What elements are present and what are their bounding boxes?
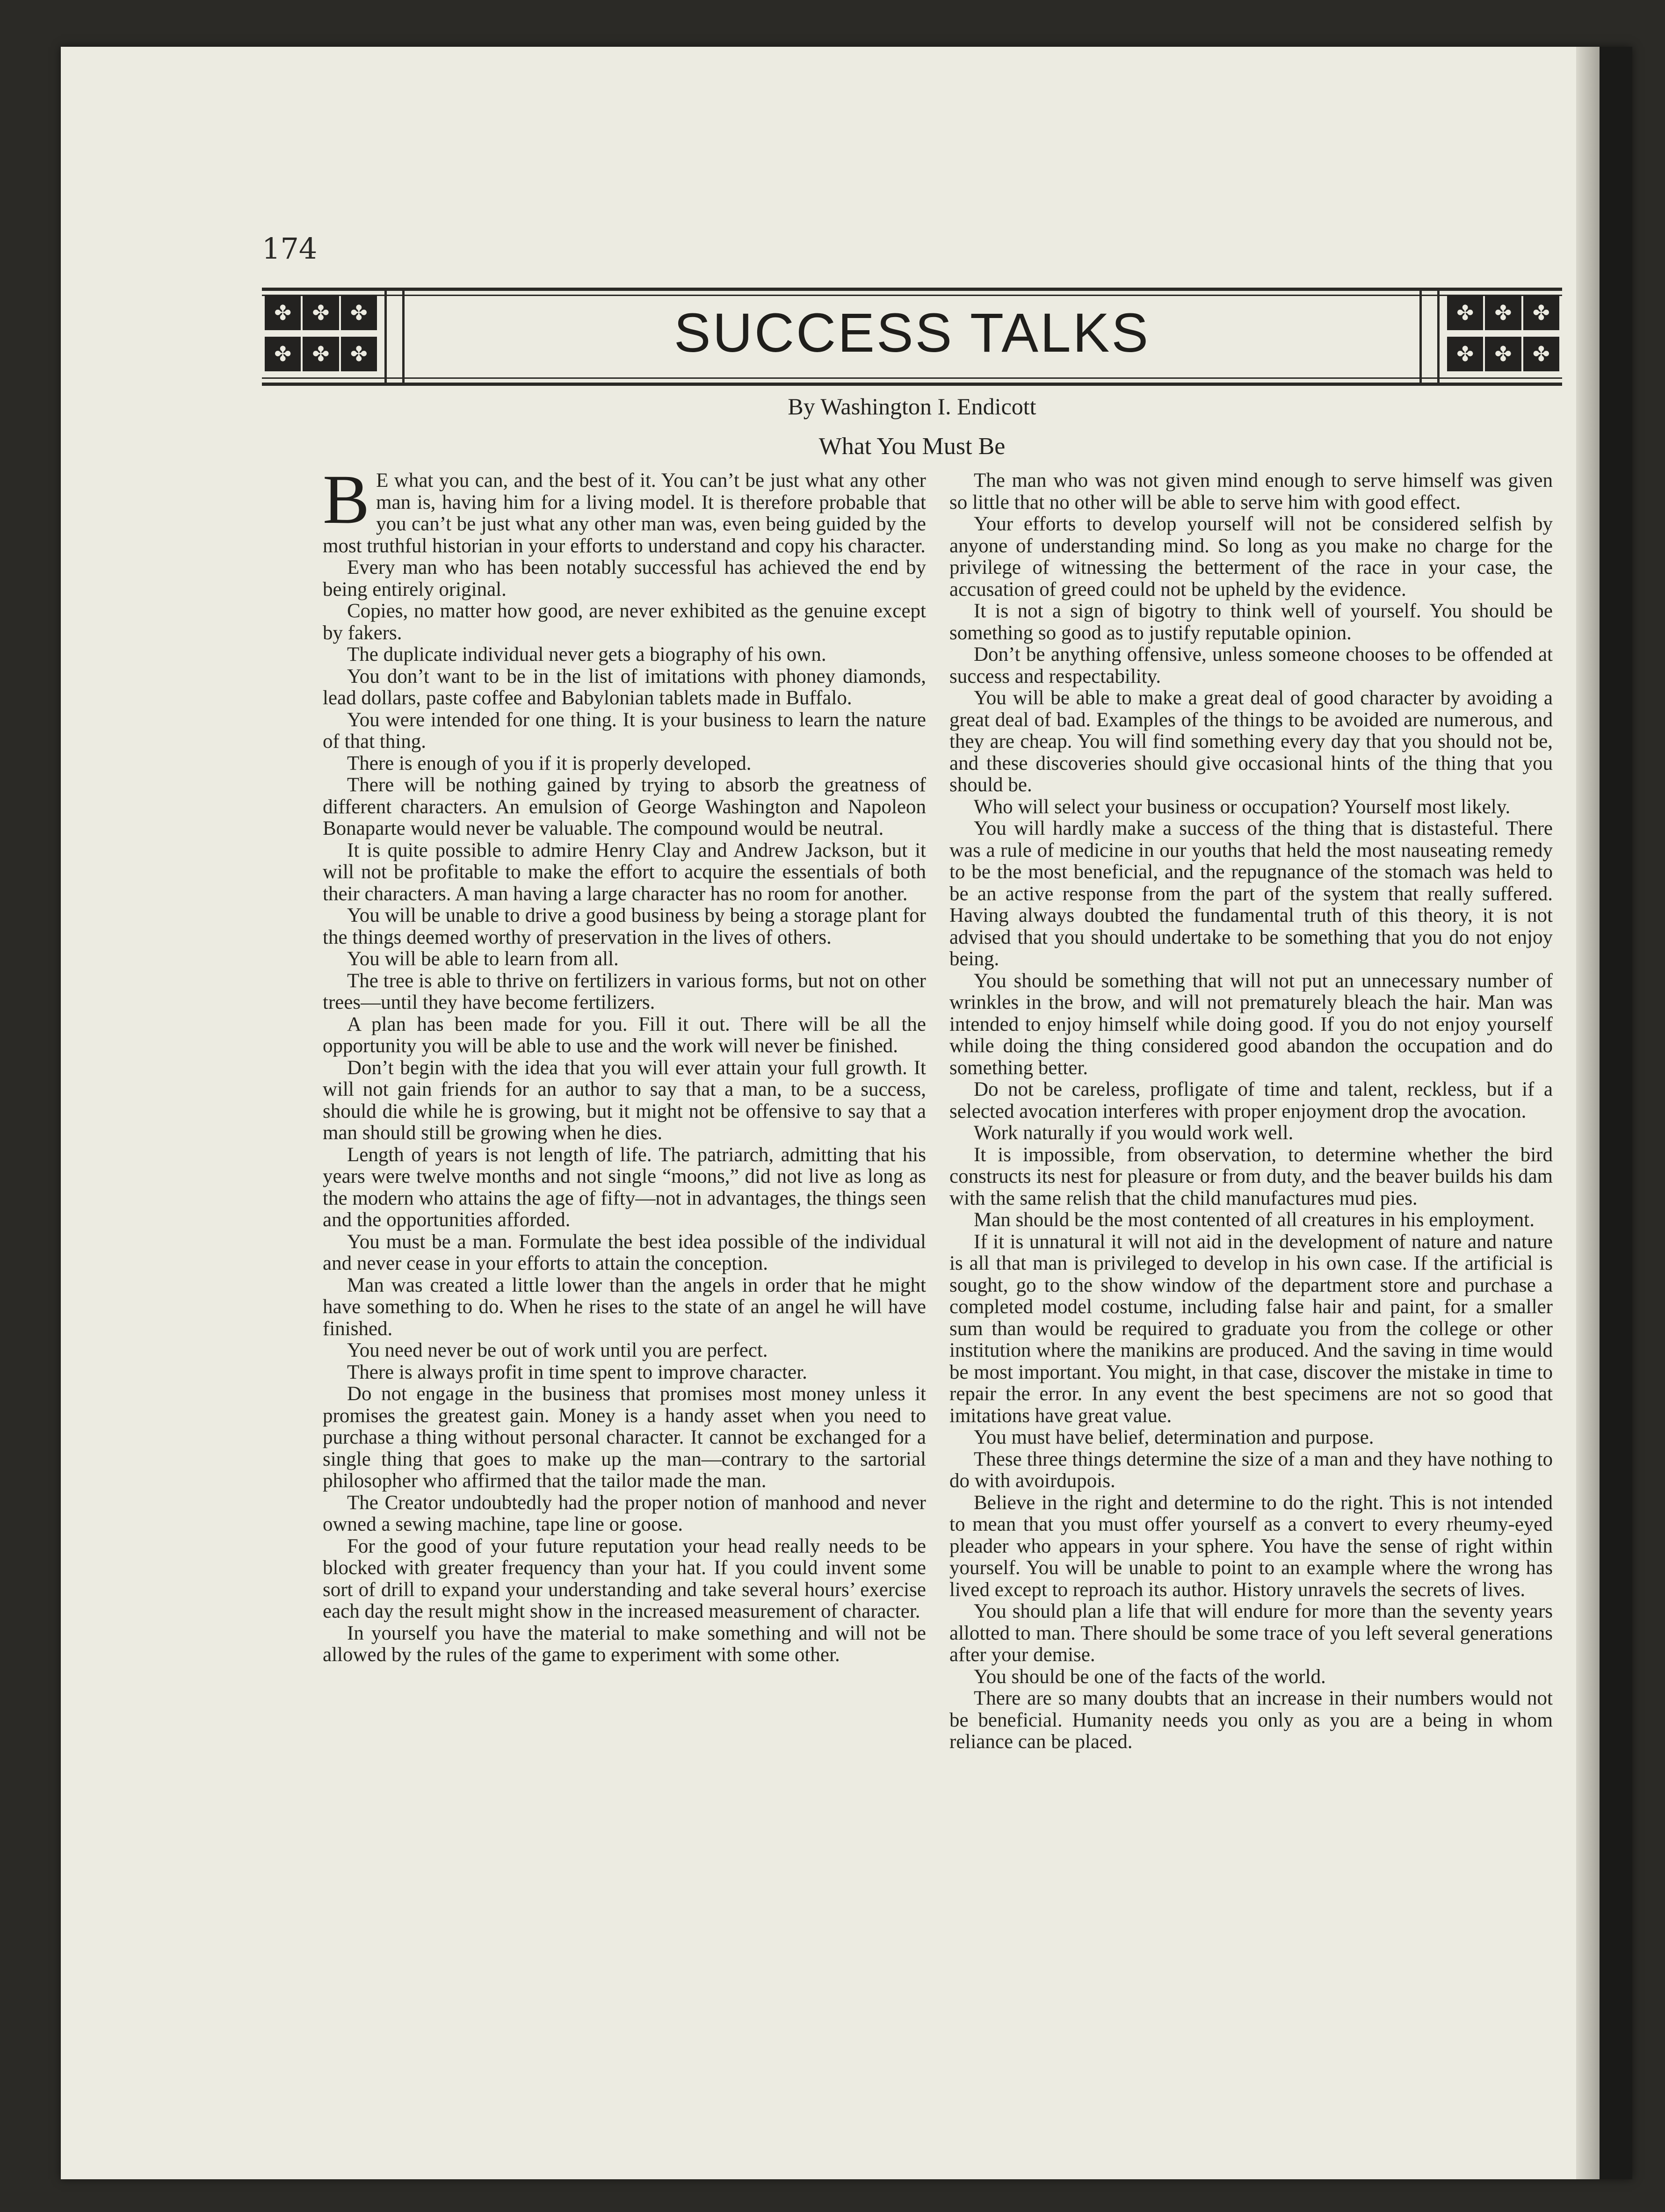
paragraph (323, 557, 926, 600)
paragraph (949, 1144, 1553, 1210)
magazine-page (61, 47, 1632, 2179)
banner-divider-right-2 (1437, 291, 1440, 383)
paragraph (323, 600, 926, 644)
paragraph-text: A plan has been made for you. Fill it out. There will be all the opportunity you will be able to use and the work will never be finished. (323, 1013, 926, 1057)
paragraph-text: It is quite possible to admire Henry Clay and Andrew Jackson, but it will not be profitable to make the effort to acquire the essentials of both their characters. A man having a large character has no room for another. (323, 839, 926, 905)
paragraph (323, 970, 926, 1014)
flower-ornament-icon: ✤ (1485, 296, 1521, 330)
paragraph-text: The duplicate individual never gets a biography of his own. (347, 643, 826, 665)
paragraph-text: You will be able to make a great deal of good character by avoiding a great deal of bad. Examples of the things to be avoided are numerous, and they are cheap. You will find something every day that you should not be, and these discoveries should give occasional hints of the thing that you should be. (949, 687, 1553, 796)
paragraph (323, 1383, 926, 1492)
paragraph (323, 1014, 926, 1057)
paragraph-text: The Creator undoubtedly had the proper notion of manhood and never owned a sewing machine, tape line or goose. (323, 1491, 926, 1535)
paragraph-text: Who will select your business or occupation? Yourself most likely. (974, 795, 1511, 818)
paragraph (949, 644, 1553, 687)
banner-divider-left-1 (384, 291, 387, 383)
paragraph-text: Every man who has been notably successful has achieved the end by being entirely original. (323, 557, 926, 600)
paragraph-text: You must have belief, determination and purpose. (974, 1426, 1374, 1448)
flower-ornament-icon: ✤ (341, 296, 377, 330)
paragraph (949, 1209, 1553, 1231)
paragraph-text: Do not be careless, profligate of time and talent, reckless, but if a selected avocation interferes with proper enjoyment drop the avocation. (949, 1078, 1553, 1122)
flower-ornament-icon: ✤ (303, 296, 339, 330)
paragraph-text: In yourself you have the material to make something and will not be allowed by the rules of the game to experiment with some other. (323, 1622, 926, 1666)
paragraph (949, 818, 1553, 970)
flower-ornament-icon: ✤ (265, 296, 301, 330)
paragraph-text: Don’t be anything offensive, unless someone chooses to be offended at success and respectability. (949, 643, 1553, 687)
paragraph (949, 470, 1553, 513)
flower-ornament-icon: ✤ (341, 337, 377, 371)
paragraph-text: Do not engage in the business that promises most money unless it promises the greatest gain. Money is a handy asset when you need to purchase a thing without personal character. It cannot be exchanged for a single thing that goes to make up the man—contrary to the sartorial philosopher who affirmed that the tailor made the man. (323, 1383, 926, 1492)
paragraph (949, 1688, 1553, 1753)
paragraph (323, 1144, 926, 1231)
flower-ornament-icon: ✤ (1523, 337, 1559, 371)
paragraph-text: Man should be the most contented of all creatures in his employment. (974, 1209, 1535, 1231)
ornament-block-right (1447, 296, 1559, 372)
paragraph-text: You will hardly make a success of the thing that is distasteful. There was a rule of medicine in our youths that held the most nauseating remedy to be the most beneficial, and the repugnance of the stomach was held to be an active response from the part of the system that really suffered. Having always doubted the fundamental truth of this theory, it is not advised that you should undertake to be something that you do not enjoy being. (949, 817, 1553, 970)
paragraph (949, 687, 1553, 796)
page-number: 174 (262, 231, 318, 266)
paragraph-text: There are so many doubts that an increase in their numbers would not be beneficial. Humanity needs you only as you are a being in whom reliance can be placed. (949, 1687, 1553, 1753)
paragraph-text: Believe in the right and determine to do the right. This is not intended to mean that you must offer yourself as a convert to every rheumy-eyed pleader who appears in your sphere. You have the sense of right within yourself. You will be unable to point to an example where the wrong has lived except to reproach its author. History unravels the secrets of lives. (949, 1491, 1553, 1601)
paragraph-text: You were intended for one thing. It is your business to learn the nature of that thing. (323, 708, 926, 752)
paragraph (323, 948, 926, 970)
banner-divider-left-2 (402, 291, 405, 383)
paragraph-text: If it is unnatural it will not aid in the development of nature and nature is all that man is privileged to develop in his own case. If the artificial is sought, go to the show window of the department store and purchase a completed model costume, including false hair and paint, for a smaller sum than would be required to graduate you from the college or other institution where the manikins are produced. And the saving in time would be most important. You might, in that case, discover the mistake in time to repair the error. In any event the best specimens are not so good that imitations have great value. (949, 1230, 1553, 1427)
paragraph-text: You will be unable to drive a good business by being a storage plant for the things deemed worthy of preservation in the lives of others. (323, 904, 926, 948)
paragraph (949, 1231, 1553, 1427)
byline: By Washington I. Endicott (788, 393, 1036, 419)
paragraph (949, 1666, 1553, 1688)
paragraph (323, 709, 926, 753)
flower-ornament-icon: ✤ (1447, 296, 1483, 330)
paragraph-text: For the good of your future reputation your head really needs to be blocked with greater frequency than your hat. If you could invent some sort of drill to expand your understanding and take several hours’ exercise each day the result might show in the increased measurement of character. (323, 1535, 926, 1622)
paragraph (323, 1536, 926, 1623)
flower-ornament-icon: ✤ (303, 337, 339, 371)
paragraph (949, 1601, 1553, 1666)
paragraph (323, 1340, 926, 1362)
paragraph-text: You need never be out of work until you are perfect. (347, 1339, 768, 1361)
section-title: SUCCESS TALKS (673, 302, 1151, 364)
flower-ornament-icon: ✤ (1485, 337, 1521, 371)
paragraph (323, 774, 926, 840)
flower-ornament-icon: ✤ (1523, 296, 1559, 330)
paragraph-text: There is always profit in time spent to improve character. (347, 1361, 807, 1383)
ornament-block-left (265, 296, 377, 372)
text-column-left (323, 461, 926, 1666)
paragraph (949, 1122, 1553, 1144)
paragraph (323, 1231, 926, 1275)
paragraph (949, 513, 1553, 600)
paragraph-text: You should plan a life that will endure for more than the seventy years allotted to man. There should be some trace of you left several generations after your demise. (949, 1600, 1553, 1666)
paragraph-text: Man was created a little lower than the angels in order that he might have something to do. When he rises to the state of an angel he will have finished. (323, 1274, 926, 1340)
paragraph-text: You will be able to learn from all. (347, 948, 619, 970)
paragraph-text: You should be one of the facts of the world. (974, 1665, 1326, 1688)
paragraph-text: Length of years is not length of life. The patriarch, admitting that his years were twelve months and not single “moons,” did not live as long as the modern who attains the age of fifty—not in advantages, the things seen and the opportunities afforded. (323, 1143, 926, 1231)
paragraph-text: Work naturally if you would work well. (974, 1122, 1294, 1144)
paragraph-text: You should be something that will not put an unnecessary number of wrinkles in the brow, and will not prematurely bleach the hair. Man was intended to enjoy himself while doing good. If you do not enjoy yourself while doing the thing considered good abandon the occupation and do something better. (949, 969, 1553, 1079)
paragraph-text: There will be nothing gained by trying to absorb the greatness of different characters. An emulsion of George Washington and Napoleon Bonaparte would never be valuable. The compound would be neutral. (323, 774, 926, 839)
flower-ornament-icon: ✤ (265, 337, 301, 371)
paragraph (323, 1057, 926, 1144)
paragraph (323, 840, 926, 905)
banner-divider-right-1 (1419, 291, 1422, 383)
header-banner (262, 288, 1562, 386)
paragraph-text: The tree is able to thrive on fertilizers in various forms, but not on other trees—until they have become fertilizers. (323, 969, 926, 1013)
paragraph (323, 1492, 926, 1536)
paragraph-text: You don’t want to be in the list of imitations with phoney diamonds, lead dollars, paste coffee and Babylonian tablets made in Buffalo. (323, 665, 926, 709)
paragraph (323, 666, 926, 709)
paragraph-text: E what you can, and the best of it. You can’t be just what any other man is, having him for a living model. It is therefore probable that you can’t be just what any other man was, even being guided by the most truthful historian in your efforts to understand and copy his character. (323, 470, 926, 557)
paragraph-text: You must be a man. Formulate the best idea possible of the individual and never cease in your efforts to attain the conception. (323, 1230, 926, 1274)
paragraph-text: These three things determine the size of a man and they have nothing to do with avoirdupois. (949, 1448, 1553, 1492)
paragraph-text: Copies, no matter how good, are never exhibited as the genuine except by fakers. (323, 600, 926, 644)
article-subtitle: What You Must Be (818, 433, 1006, 460)
paragraph-text: There is enough of you if it is properly developed. (347, 752, 752, 774)
drop-cap: B (323, 461, 370, 538)
paragraph (949, 796, 1553, 818)
banner-top-rule (262, 295, 1562, 296)
paragraph (323, 461, 926, 557)
banner-bottom-rule (262, 377, 1562, 379)
paragraph-text: Your efforts to develop yourself will not be considered selfish by anyone of understanding mind. So long as you make no charge for the privilege of witnessing the betterment of the race in your case, the accusation of greed could not be upheld by the evidence. (949, 513, 1553, 600)
paragraph (949, 1492, 1553, 1601)
paragraph (323, 644, 926, 666)
paragraph-text: It is impossible, from observation, to determine whether the bird constructs its nest for pleasure or from duty, and the beaver builds his dam with the same relish that the child manufactures mud pies. (949, 1143, 1553, 1209)
paragraph (949, 970, 1553, 1079)
paragraph (949, 1079, 1553, 1122)
paragraph (949, 600, 1553, 644)
page-edge (1600, 47, 1632, 2179)
paragraph-text: The man who was not given mind enough to serve himself was given so little that no other will be able to serve him with good effect. (949, 470, 1553, 513)
paragraph (949, 1449, 1553, 1492)
text-column-right (949, 470, 1553, 1753)
paragraph (323, 905, 926, 948)
paragraph (323, 1362, 926, 1384)
paragraph-text: It is not a sign of bigotry to think well of yourself. You should be something so good as to justify reputable opinion. (949, 600, 1553, 644)
paragraph (323, 1275, 926, 1340)
paragraph-text: Don’t begin with the idea that you will ever attain your full growth. It will not gain friends for an author to say that a man, to be a success, should die while he is growing, but it might not be offensive to say that a man should still be growing when he dies. (323, 1056, 926, 1144)
paragraph (949, 1427, 1553, 1449)
paragraph (323, 753, 926, 775)
flower-ornament-icon: ✤ (1447, 337, 1483, 371)
paragraph (323, 1623, 926, 1666)
